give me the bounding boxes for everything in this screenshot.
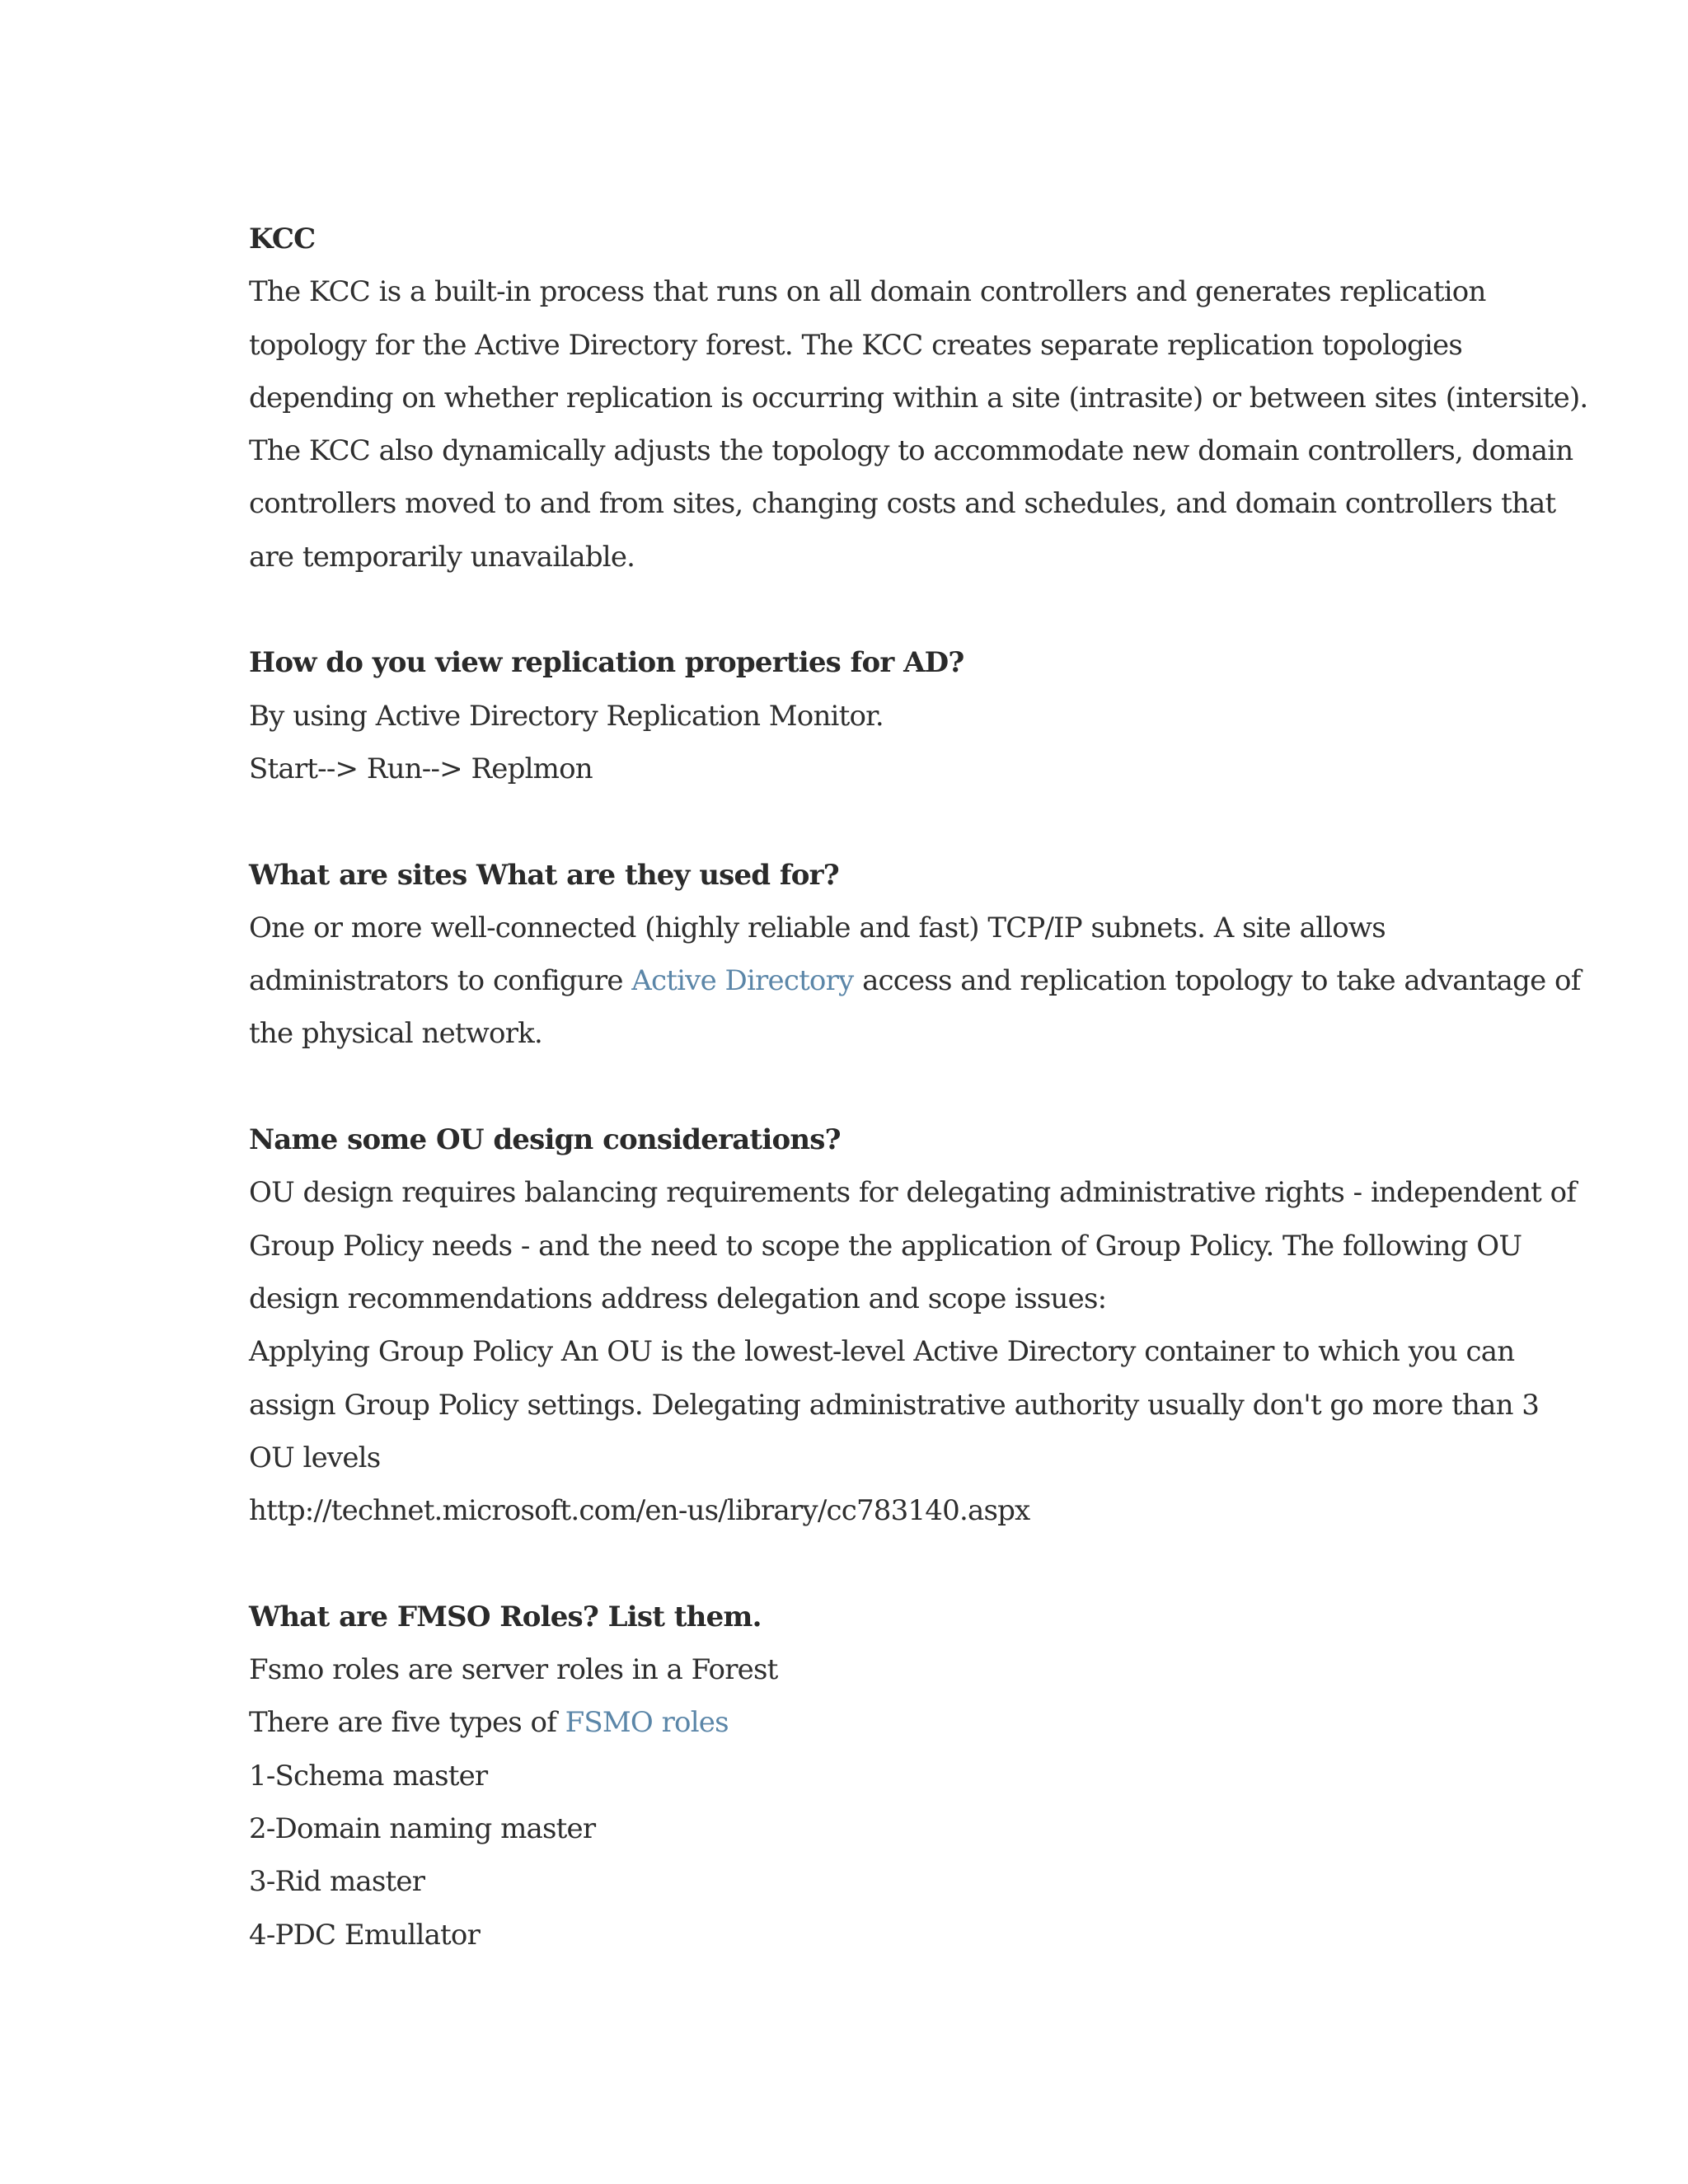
ou-line-6: OU levels xyxy=(249,1441,381,1474)
ou-url: http://technet.microsoft.com/en-us/library/cc783140.aspx xyxy=(249,1494,1030,1528)
sites-line-2-after: access and replication topology to take advantage of xyxy=(853,964,1581,998)
heading-sites: What are sites What are they used for? xyxy=(249,858,839,892)
section-kcc xyxy=(249,213,1588,583)
sites-line-2 xyxy=(249,954,1581,1007)
sites-line-2-before: administrators to configure xyxy=(249,964,632,998)
kcc-line-5: controllers moved to and from sites, changing costs and schedules, and domain controllers that xyxy=(249,487,1556,521)
list-item: 2-Domain naming master xyxy=(249,1811,596,1845)
list-item: 3-Rid master xyxy=(249,1865,425,1899)
section-sites xyxy=(249,849,1581,1061)
fsmo-line-2 xyxy=(249,1696,1452,1749)
section-ou xyxy=(249,1113,1577,1537)
list-item: 1-Schema master xyxy=(249,1759,488,1793)
fsmo-line-2-before: There are five types of xyxy=(249,1706,565,1740)
ou-line-2: Group Policy needs - and the need to scope the application of Group Policy. The following OU xyxy=(249,1229,1522,1263)
fsmo-line-1: Fsmo roles are server roles in a Forest xyxy=(249,1653,778,1687)
heading-kcc: KCC xyxy=(249,223,316,255)
spacer xyxy=(249,583,1452,636)
kcc-line-1: The KCC is a built-in process that runs on all domain controllers and generates replication xyxy=(249,275,1486,309)
section-fsmo xyxy=(249,1591,1452,1961)
section-replication xyxy=(249,636,1452,795)
document-page xyxy=(249,213,1588,1961)
ou-line-5: assign Group Policy settings. Delegating administrative authority usually don't go more than 3 xyxy=(249,1388,1540,1422)
heading-ou: Name some OU design considerations? xyxy=(249,1123,841,1157)
spacer xyxy=(249,1537,1452,1590)
list-item: 4-PDC Emullator xyxy=(249,1918,481,1952)
sites-line-3: the physical network. xyxy=(249,1017,542,1051)
kcc-line-3: depending on whether replication is occurring within a site (intrasite) or between sites (intersite). xyxy=(249,381,1588,415)
ou-line-3: design recommendations address delegation and scope issues: xyxy=(249,1282,1107,1315)
kcc-line-4: The KCC also dynamically adjusts the topology to accommodate new domain controllers, domain xyxy=(249,434,1573,468)
heading-fsmo: What are FMSO Roles? List them. xyxy=(249,1600,762,1633)
active-directory-link[interactable]: Active Directory xyxy=(631,964,854,998)
spacer xyxy=(249,795,1452,848)
spacer xyxy=(249,1061,1452,1113)
ou-line-4: Applying Group Policy An OU is the lowest-level Active Directory container to which you can xyxy=(249,1335,1515,1369)
kcc-line-2: topology for the Active Directory forest. The KCC creates separate replication topologies xyxy=(249,328,1462,362)
replication-line-2: Start--> Run--> Replmon xyxy=(249,752,593,785)
kcc-line-6: are temporarily unavailable. xyxy=(249,540,635,574)
ou-line-1: OU design requires balancing requirements for delegating administrative rights - independent of xyxy=(249,1176,1577,1210)
sites-line-1: One or more well-connected (highly reliable and fast) TCP/IP subnets. A site allows xyxy=(249,911,1386,944)
replication-line-1: By using Active Directory Replication Monitor. xyxy=(249,699,884,733)
heading-replication: How do you view replication properties for AD? xyxy=(249,646,964,680)
fsmo-roles-link[interactable]: FSMO roles xyxy=(565,1706,729,1740)
